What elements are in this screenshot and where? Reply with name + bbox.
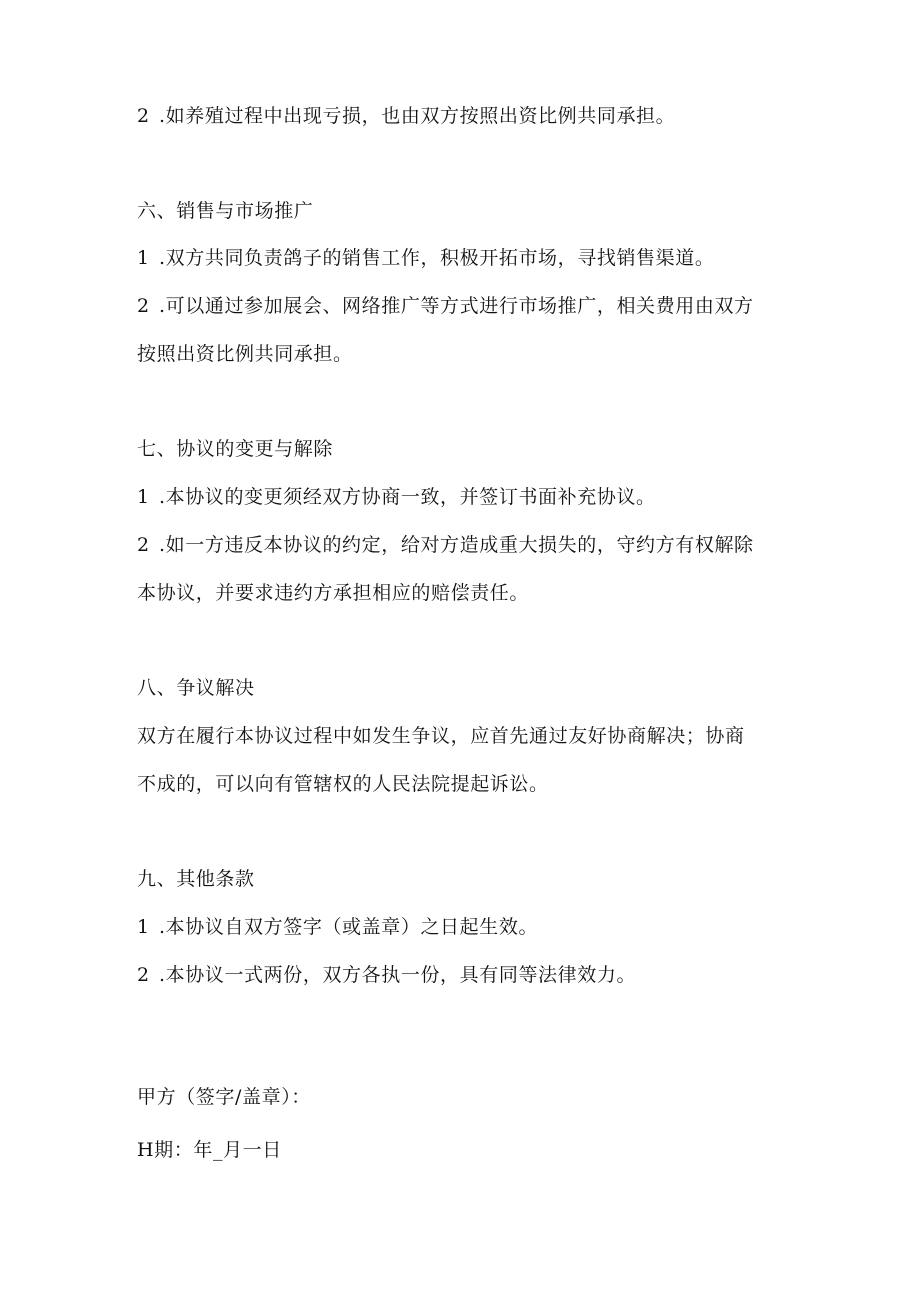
- item-number: 2: [137, 295, 150, 317]
- item-number: 2: [137, 105, 150, 127]
- item-number: 2: [137, 964, 150, 986]
- section6-heading: 六、销售与市场推广: [137, 200, 314, 222]
- party-a-signature-label: 甲方（签字/盖章）：: [137, 1086, 311, 1108]
- section6-item1: [137, 246, 714, 270]
- item-number: 1: [137, 247, 150, 269]
- item-number: 2: [137, 534, 150, 556]
- section6-item2-line1: [137, 294, 754, 318]
- section8-body-line2: 不成的，可以向有管辖权的人民法院提起诉讼。: [137, 773, 549, 795]
- item-number: 1: [137, 916, 150, 938]
- section9-heading: 九、其他条款: [137, 868, 255, 890]
- item-text: .如养殖过程中出现亏损，也由双方按照出资比例共同承担。: [159, 105, 676, 127]
- item-number: 1: [137, 486, 150, 508]
- section7-item2-line1: [137, 533, 754, 557]
- item-text: .本协议自双方签字（或盖章）之日起生效。: [159, 916, 539, 938]
- item-text: .可以通过参加展会、网络推广等方式进行市场推广，相关费用由双方: [159, 295, 754, 317]
- section9-item1: [137, 915, 538, 939]
- section6-item2-line2: 按照出资比例共同承担。: [137, 343, 353, 365]
- item-text: .双方共同负责鸽子的销售工作，积极开拓市场，寻找销售渠道。: [159, 247, 715, 269]
- item-text: .如一方违反本协议的约定，给对方造成重大损失的，守约方有权解除: [159, 534, 754, 556]
- section7-heading: 七、协议的变更与解除: [137, 438, 334, 460]
- section5-item2: [137, 104, 675, 128]
- section8-heading: 八、争议解决: [137, 677, 255, 699]
- section8-body-line1: 双方在履行本协议过程中如发生争议，应首先通过友好协商解决；协商: [137, 725, 745, 747]
- section7-item1: [137, 485, 656, 509]
- section9-item2: [137, 963, 636, 987]
- signature-date-label: H期：年_月一日: [137, 1139, 282, 1161]
- item-text: .本协议的变更须经双方协商一致，并签订书面补充协议。: [159, 486, 656, 508]
- section7-item2-line2: 本协议，并要求违约方承担相应的赔偿责任。: [137, 582, 530, 604]
- item-text: .本协议一式两份，双方各执一份，具有同等法律效力。: [159, 964, 637, 986]
